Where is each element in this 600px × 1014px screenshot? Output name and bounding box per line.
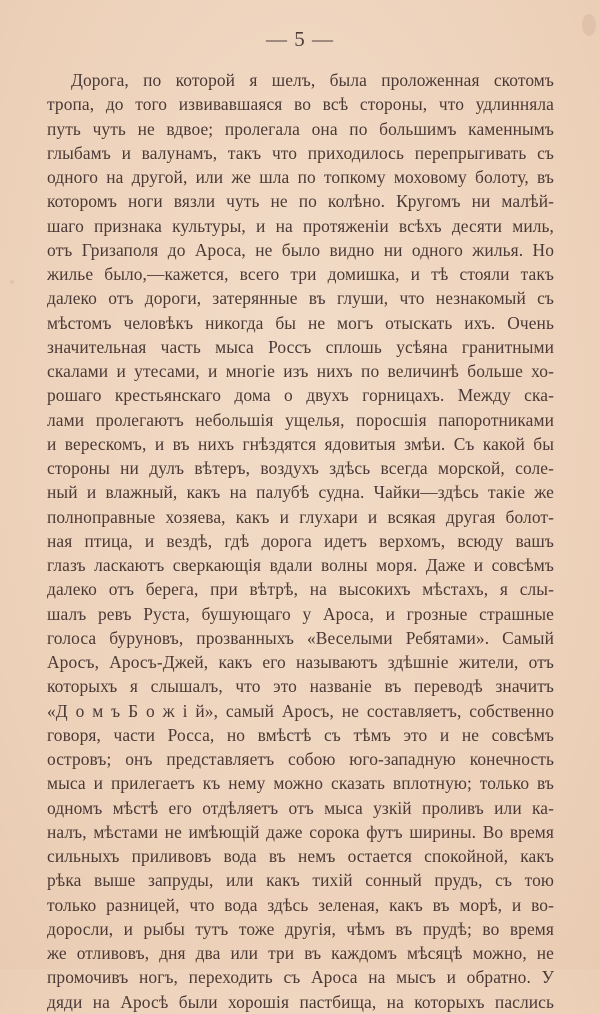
- text-line: которыхъ я слышалъ, что это названіе въ переводѣ значитъ: [47, 676, 554, 697]
- text-line: Аросъ, Аросъ-Джей, какъ его называютъ здѣшніе жители, отъ: [47, 652, 554, 672]
- text-line: скалами и утесами, и многіе изъ нихъ по величинѣ больше хо-: [47, 361, 554, 381]
- text-line: далеко отъ берега, при вѣтрѣ, на высокихъ мѣстахъ, я слы-: [47, 579, 554, 600]
- text-line: только разницей, что вода здѣсь зеленая, какъ въ морѣ, и во-: [47, 894, 554, 915]
- text-line: одномъ мѣстѣ его отдѣляетъ отъ мыса узкій проливъ или ка-: [47, 797, 554, 818]
- text-line: ный и влажный, какъ на палубѣ судна. Чайки—здѣсь такіе же: [47, 482, 554, 503]
- text-line: налъ, мѣстами не имѣющій даже сорока футъ ширины. Во время: [47, 821, 554, 842]
- text-line: жилье было,—кажется, всего три домишка, и тѣ стояли такъ: [47, 264, 554, 284]
- paragraph: [47, 68, 554, 1014]
- text-line: ная птица, и вездѣ, гдѣ дорога идетъ верхомъ, всюду вашъ: [47, 530, 554, 551]
- paper-stain: [10, 280, 14, 284]
- text-line: «Д о м ъ Б о ж і й», самый Аросъ, не составляетъ, собственно: [47, 700, 554, 721]
- text-line: рѣка выше запруды, или какъ тихій сонный прудъ, съ тою: [47, 870, 554, 891]
- text-line: шалъ ревъ Руста, бушующаго у Ароса, и грозные страшные: [47, 603, 554, 624]
- text-line: промочивъ ногъ, переходить съ Ароса на мысъ и обратно. У: [47, 967, 554, 988]
- text-line: лами пролегаютъ небольшія ущелья, поросшія папоротниками: [47, 409, 554, 430]
- text-line: голоса буруновъ, прозванныхъ «Веселыми Ребятами». Самый: [47, 627, 554, 648]
- text-line: же отливовъ, дня два или три въ каждомъ мѣсяцѣ можно, не: [47, 943, 554, 963]
- text-line: путь чуть не вдвое; пролегала она по большимъ каменнымъ: [47, 118, 554, 139]
- page-number: — 5 —: [266, 27, 334, 51]
- text-line: одного на другой, или же шла по топкому моховому болоту, въ: [47, 167, 554, 187]
- text-line: глазъ ласкаютъ сверкающія вдали волны моря. Даже и совсѣмъ: [47, 555, 554, 575]
- text-line: значительная часть мыса Россъ сплошь усѣяна гранитными: [47, 336, 554, 357]
- text-line: островъ; онъ представляетъ собою юго-западную конечность: [47, 749, 554, 769]
- text-line: Дорога, по которой я шелъ, была проложенная скотомъ: [71, 70, 554, 90]
- text-line: сильныхъ приливовъ вода въ немъ остается спокойной, какъ: [47, 846, 554, 866]
- text-line: отъ Гризаполя до Ароса, не было видно ни одного жилья. Но: [47, 239, 554, 260]
- text-line: шаго признака культуры, и на протяженіи всѣхъ десяти миль,: [47, 215, 554, 236]
- text-line: мыса и прилегаетъ къ нему можно сказать вплотную; только въ: [47, 773, 554, 794]
- text-line: стороны ни дулъ вѣтеръ, воздухъ здѣсь всегда морской, соле-: [47, 458, 554, 478]
- text-line: которомъ ноги вязли чуть не по колѣно. Кругомъ ни малѣй-: [47, 191, 554, 212]
- text-line: говоря, части Росса, но вмѣстѣ съ тѣмъ это и не совсѣмъ: [47, 724, 554, 745]
- text-line: рошаго крестьянскаго дома о двухъ горницахъ. Между ска-: [47, 385, 554, 406]
- text-line: и верескомъ, и въ нихъ гнѣздятся ядовитыя змѣи. Съ какой бы: [47, 433, 554, 454]
- text-line: глыбамъ и валунамъ, такъ что приходилось перепрыгивать съ: [47, 142, 554, 163]
- text-line: тропа, до того извивавшаяся во всѣ стороны, что удлинняла: [47, 94, 554, 115]
- text-line: доросли, и рыбы тутъ тоже другія, чѣмъ въ прудѣ; во время: [47, 918, 554, 939]
- text-line: полноправные хозяева, какъ и глухари и всякая другая болот-: [47, 506, 554, 527]
- text-line: мѣстомъ человѣкъ никогда бы не могъ отыскать ихъ. Очень: [47, 312, 554, 333]
- text-line: дяди на Аросѣ были хорошія пастбища, на которыхъ паслись: [47, 991, 554, 1012]
- text-line: далеко отъ дороги, затерянные въ глуши, что незнакомый съ: [47, 288, 554, 309]
